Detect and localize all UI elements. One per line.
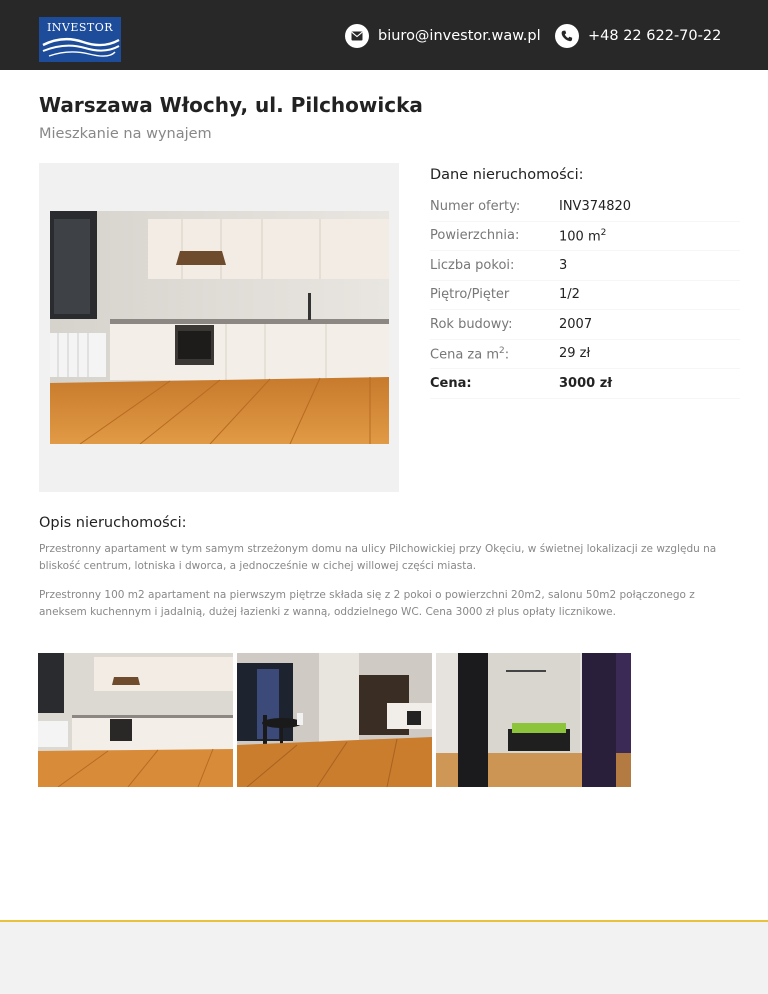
investor-logo[interactable]	[39, 17, 121, 62]
area-value: 100 m	[559, 228, 601, 244]
gallery-photo-dining[interactable]	[237, 653, 432, 787]
contact-email[interactable]	[345, 24, 541, 48]
photo-gallery	[38, 653, 635, 787]
main-photo-kitchen[interactable]	[50, 211, 389, 444]
prop-label: Rok budowy:	[430, 316, 513, 332]
prop-row-area	[430, 222, 740, 252]
prop-value: 3	[559, 257, 568, 273]
prop-row-year-built	[430, 310, 740, 340]
listing-type: Mieszkanie na wynajem	[39, 126, 212, 142]
prop-value: 3000 zł	[559, 375, 613, 391]
gallery-photo-kitchen[interactable]	[38, 653, 233, 787]
prop-value: INV374820	[559, 198, 632, 214]
description-paragraph: Przestronny 100 m2 apartament na pierwszym piętrze składa się z 2 pokoi o powierzchni 20m2, salonu 50m2 połączonego z aneksem kuchennym i jadalnią, dużej łazienki z wanną, oddzielnego WC. Cena 3000 zł plus opłaty licznikowe.	[39, 589, 695, 618]
prop-label: Piętro/Pięter	[430, 287, 510, 303]
price-per-m2-label: Cena za m	[430, 346, 499, 362]
page-footer	[0, 920, 768, 994]
gallery-photo-bedroom[interactable]	[436, 653, 631, 787]
prop-value: 2007	[559, 316, 593, 332]
phone-icon	[555, 24, 579, 48]
email-link[interactable]: biuro@investor.waw.pl	[378, 28, 541, 44]
prop-label: Cena:	[430, 375, 472, 391]
description-heading: Opis nieruchomości:	[39, 515, 187, 531]
prop-row-price	[430, 369, 740, 399]
prop-value: 29 zł	[559, 346, 591, 362]
prop-row-rooms	[430, 251, 740, 281]
property-details-table	[430, 192, 740, 399]
prop-value	[559, 228, 606, 244]
prop-value: 1/2	[559, 287, 580, 303]
logo-waves-icon	[39, 35, 121, 62]
top-bar	[0, 0, 768, 70]
description-paragraph: Przestronny apartament w tym samym strzeżonym domu na ulicy Pilchowickiej przy Okęciu, w świetnej lokalizacji ze względu na bliskość centrum, lotniska i dworca, a jednocześnie w cichej willowej części miasta.	[39, 543, 717, 572]
prop-label	[430, 346, 559, 362]
envelope-icon	[345, 24, 369, 48]
prop-row-floor	[430, 281, 740, 311]
property-details-heading: Dane nieruchomości:	[430, 167, 584, 183]
prop-row-offer-number	[430, 192, 740, 222]
area-unit-sup: 2	[600, 227, 607, 238]
contact-phone[interactable]	[555, 24, 721, 48]
prop-row-price-per-m2	[430, 340, 740, 370]
logo-text: INVESTOR	[46, 21, 114, 34]
prop-label: Liczba pokoi:	[430, 257, 515, 273]
price-per-m2-colon: :	[504, 346, 510, 362]
prop-label: Powierzchnia:	[430, 228, 520, 244]
prop-label: Numer oferty:	[430, 198, 521, 214]
main-photo-frame	[39, 163, 399, 492]
page-title: Warszawa Włochy, ul. Pilchowicka	[39, 93, 423, 117]
price-per-m2-sup: 2	[499, 345, 505, 356]
phone-link[interactable]: +48 22 622-70-22	[588, 28, 722, 44]
